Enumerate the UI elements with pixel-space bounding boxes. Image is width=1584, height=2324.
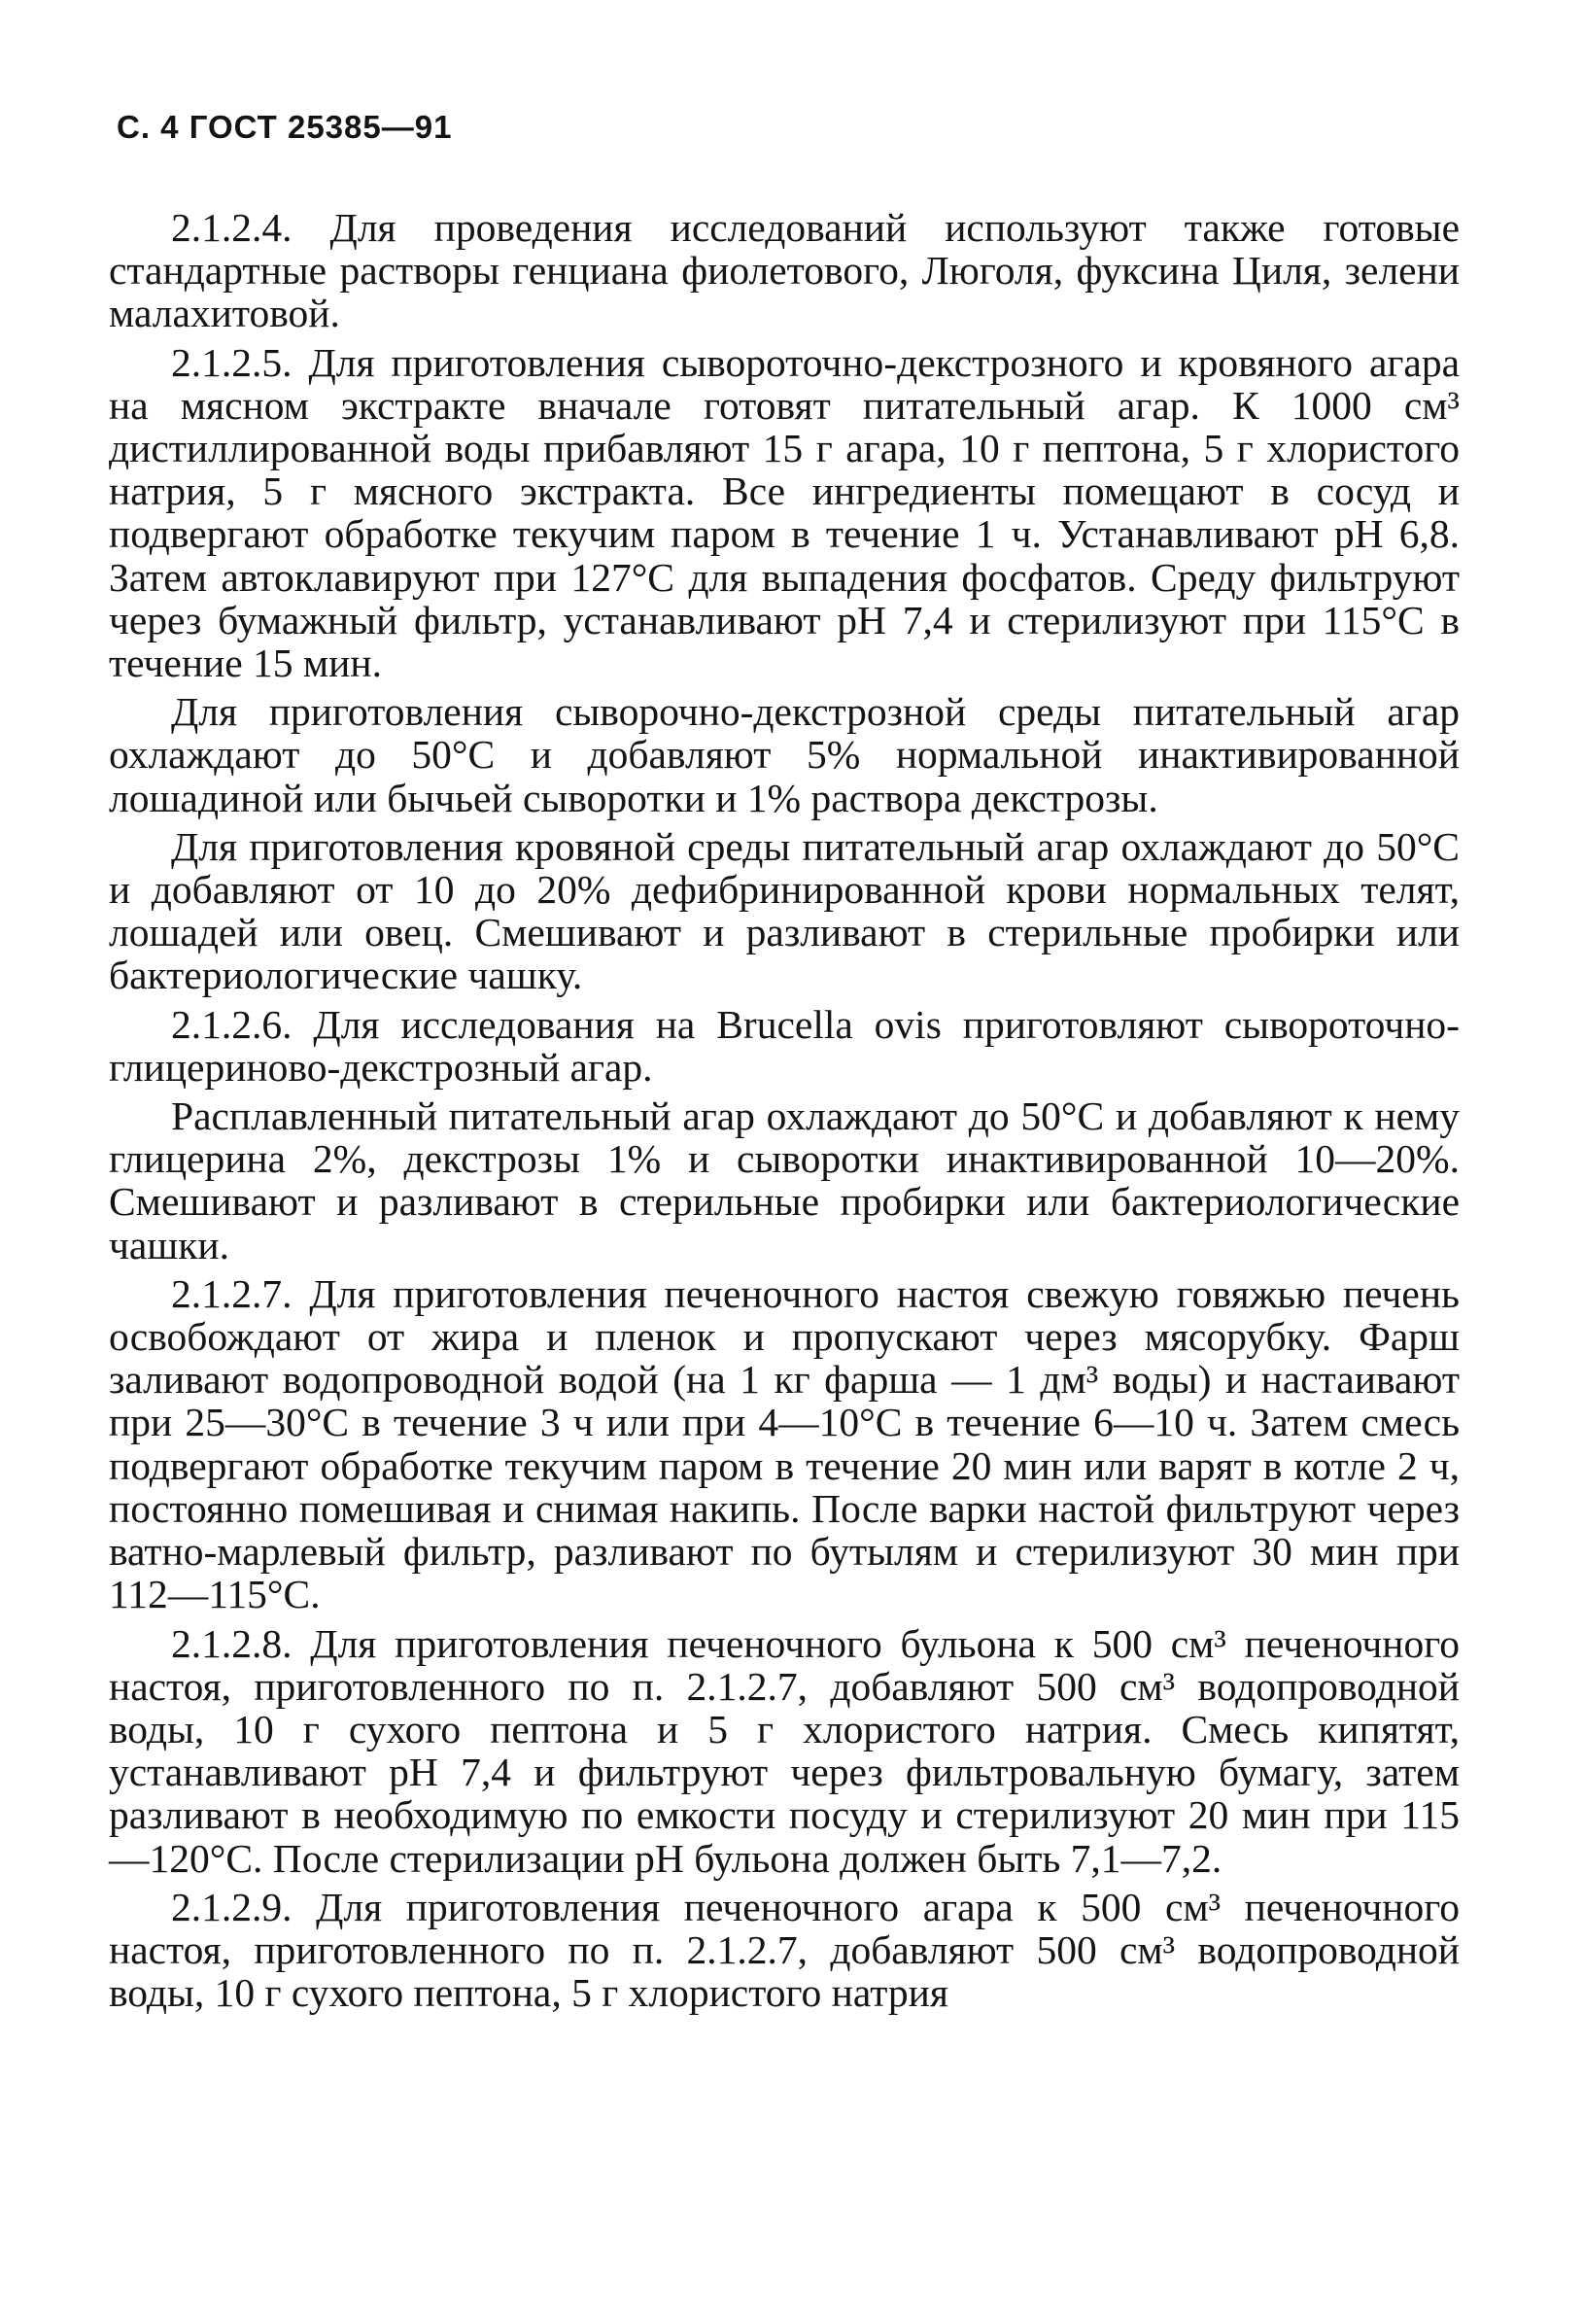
page-header: С. 4 ГОСТ 25385—91 xyxy=(117,109,453,145)
paragraph-2-1-2-5: 2.1.2.5. Для приготовления сывороточно-декстрозного и кровяного агара на мясном экстракте вначале готовят питательный агар. К 1000 см³ дистиллированной воды прибавляют 15 г агара, 10 г пептона, 5 г хлористого натрия, 5 г мясного экстракта. Все ингредиенты помещают в сосуд и подвергают обработке текучим паром в течение 1 ч. Устанавливают рН 6,8. Затем автоклавируют при 127°С для выпадения фосфатов. Среду фильтруют через бумажный фильтр, устанавливают рН 7,4 и стерилизуют при 115°С в течение 15 мин. xyxy=(109,339,1460,686)
paragraph-2-1-2-7: 2.1.2.7. Для приготовления печеночного настоя свежую говяжью печень освобождают от жира и пленок и пропускают через мясорубку. Фарш заливают водопроводной водой (на 1 кг фарша — 1 дм³ воды) и настаивают при 25—30°С в течение 3 ч или при 4—10°С в течение 6—10 ч. Затем смесь подвергают обработке текучим паром в течение 20 мин или варят в котле 2 ч, постоянно помешивая и снимая накипь. После варки настой фильтруют через ватно-марлевый фильтр, разливают по бутылям и стерилизуют 30 мин при 112—115°С. xyxy=(109,1270,1460,1617)
paragraph-serum-dextrose-medium: Для приготовления сыворочно-декстрозной среды питательный агар охлаждают до 50°С и добавляют 5% нормальной инактивированной лошадиной или бычьей сыворотки и 1% раствора декстрозы. xyxy=(109,689,1460,820)
paragraph-molten-agar: Расплавленный питательный агар охлаждают до 50°С и добавляют к нему глицерина 2%, декстрозы 1% и сыворотки инактивированной 10—20%. Смешивают и разливают в стерильные пробирки или бактериологические чашки. xyxy=(109,1093,1460,1267)
paragraph-2-1-2-9: 2.1.2.9. Для приготовления печеночного агара к 500 см³ печеночного настоя, приготовленного по п. 2.1.2.7, добавляют 500 см³ водопроводной воды, 10 г сухого пептона, 5 г хлористого натрия xyxy=(109,1884,1460,2016)
paragraph-2-1-2-4: 2.1.2.4. Для проведения исследований используют также готовые стандартные растворы генциана фиолетового, Люголя, фуксина Циля, зелени малахитовой. xyxy=(109,205,1460,336)
document-page xyxy=(109,109,1460,2020)
paragraph-2-1-2-8: 2.1.2.8. Для приготовления печеночного бульона к 500 см³ печеночного настоя, приготовленного по п. 2.1.2.7, добавляют 500 см³ водопроводной воды, 10 г сухого пептона и 5 г хлористого натрия. Смесь кипятят, устанавливают рН 7,4 и фильтруют через фильтровальную бумагу, затем разливают в необходимую по емкости посуду и стерилизуют 20 мин при 115—120°С. После стерилизации рН бульона должен быть 7,1—7,2. xyxy=(109,1620,1460,1881)
paragraph-blood-medium: Для приготовления кровяной среды питательный агар охлаждают до 50°С и добавляют от 10 до 20% дефибринированной крови нормальных телят, лошадей или овец. Смешивают и разливают в стерильные пробирки или бактериологические чашку. xyxy=(109,823,1460,998)
paragraph-2-1-2-6: 2.1.2.6. Для исследования на Brucella ovis приготовляют сывороточно-глицериново-декстрозный агар. xyxy=(109,1001,1460,1090)
